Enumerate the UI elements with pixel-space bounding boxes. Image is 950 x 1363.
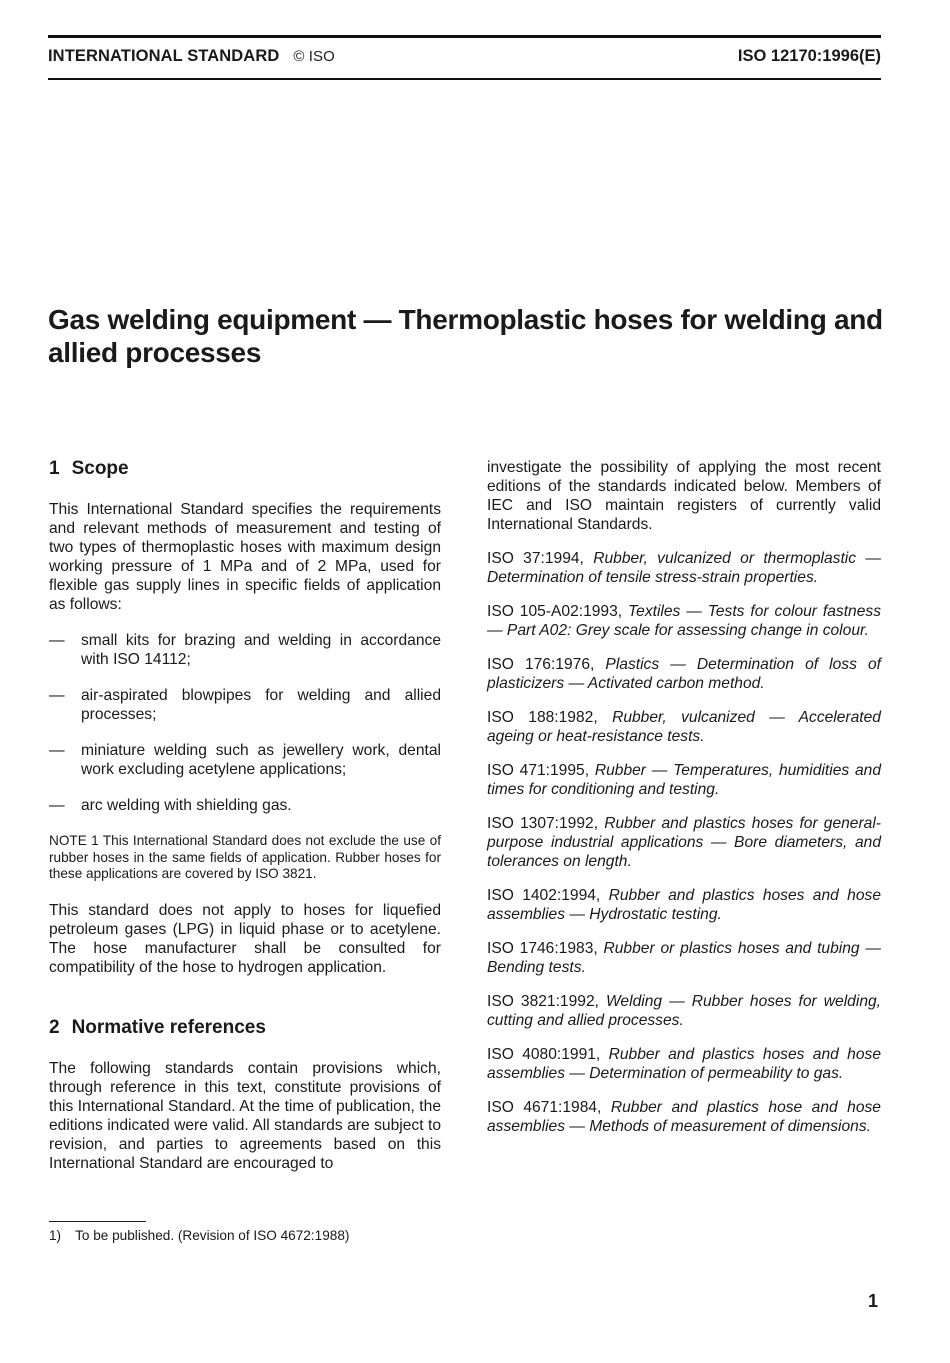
reference-code: ISO 4671:1984, bbox=[487, 1099, 602, 1116]
references-intro: The following standards contain provisions which, through reference in this text, constitute provisions of this International Standard. At the time of publication, the editions indicated were valid. All standards are subject to revision, and parties to agreements based on this International Standard are encouraged to bbox=[49, 1059, 441, 1172]
reference-code: ISO 1746:1983, bbox=[487, 940, 598, 957]
scope-list-item bbox=[49, 796, 441, 815]
reference-entry bbox=[487, 708, 881, 746]
footnote-text: To be published. (Revision of ISO 4672:1988) bbox=[75, 1228, 350, 1243]
left-column bbox=[49, 458, 441, 1173]
reference-title: Textiles — Tests for colour fastness — Part A02: Grey scale for assessing change in colour. bbox=[487, 603, 881, 639]
reference-entry bbox=[487, 602, 881, 640]
list-dash: — bbox=[49, 687, 65, 704]
references-intro-continuation: investigate the possibility of applying the most recent editions of the standards indicated below. Members of IEC and ISO maintain registers of currently valid International Standards. bbox=[487, 459, 881, 533]
header-document-number: ISO 12170:1996(E) bbox=[737, 47, 881, 65]
scope-list-item-text: small kits for brazing and welding in accordance with ISO 14112; bbox=[81, 632, 441, 668]
reference-title: Rubber, vulcanized — Accelerated ageing or heat-resistance tests. bbox=[487, 709, 881, 745]
section-2-number: 2 bbox=[49, 1016, 60, 1038]
footnote-rule bbox=[49, 1221, 146, 1222]
header-top-rule bbox=[48, 35, 881, 38]
scope-closing: This standard does not apply to hoses for liquefied petroleum gases (LPG) in liquid phase or to acetylene. The hose manufacturer shall be consulted for compatibility of the hose to hydrogen application. bbox=[49, 901, 441, 976]
scope-list-item bbox=[49, 686, 441, 724]
list-dash: — bbox=[49, 797, 65, 814]
section-1-heading bbox=[49, 458, 441, 480]
section-2-title: Normative references bbox=[71, 1016, 266, 1038]
reference-code: ISO 188:1982, bbox=[487, 709, 598, 726]
reference-code: ISO 37:1994, bbox=[487, 550, 584, 567]
scope-list-item bbox=[49, 631, 441, 669]
header-standard-type: INTERNATIONAL STANDARD bbox=[48, 47, 280, 65]
section-2-heading bbox=[49, 1017, 441, 1039]
scope-list-item-text: air-aspirated blowpipes for welding and allied processes; bbox=[81, 687, 441, 723]
reference-title: Rubber and plastics hoses and hose assemblies — Hydrostatic testing. bbox=[487, 887, 881, 923]
reference-entry bbox=[487, 761, 881, 799]
list-dash: — bbox=[49, 742, 65, 759]
header-bottom-rule bbox=[48, 78, 881, 80]
scope-list-item-text: miniature welding such as jewellery work, dental work excluding acetylene applications; bbox=[81, 742, 441, 778]
header-copyright: © ISO bbox=[293, 48, 335, 65]
reference-title: Welding — Rubber hoses for welding, cutting and allied processes. bbox=[487, 993, 881, 1029]
section-1-number: 1 bbox=[49, 458, 60, 479]
reference-entry bbox=[487, 1098, 881, 1136]
reference-code: ISO 471:1995, bbox=[487, 762, 590, 779]
reference-entry bbox=[487, 1045, 881, 1083]
reference-title: Rubber and plastics hoses for general-purpose industrial applications — Bore diameters, and tolerances on length. bbox=[487, 815, 882, 870]
reference-code: ISO 4080:1991, bbox=[487, 1046, 601, 1063]
reference-entry bbox=[487, 886, 881, 924]
reference-title: Rubber, vulcanized or thermoplastic — Determination of tensile stress-strain properties. bbox=[487, 550, 881, 586]
reference-entry bbox=[487, 939, 881, 977]
header-left bbox=[48, 47, 335, 66]
reference-code: ISO 176:1976, bbox=[487, 656, 595, 673]
reference-code: ISO 3821:1992, bbox=[487, 993, 599, 1010]
reference-entry bbox=[487, 814, 881, 871]
reference-title: Rubber — Temperatures, humidities and times for conditioning and testing. bbox=[487, 762, 881, 798]
scope-intro: This International Standard specifies the requirements and relevant methods of measurement and testing of two types of thermoplastic hoses with maximum design working pressure of 1 MPa and of 2 MPa, used for flexible gas supply lines in specific fields of application as follows: bbox=[49, 501, 441, 613]
scope-note: NOTE 1 This International Standard does not exclude the use of rubber hoses in the same fields of application. Rubber hoses for these applications are covered by ISO 3821. bbox=[49, 833, 441, 881]
reference-entry bbox=[487, 655, 881, 693]
footnote-marker: 1) bbox=[49, 1228, 62, 1243]
reference-title: Rubber and plastics hose and hose assemblies — Methods of measurement of dimensions. bbox=[487, 1099, 881, 1135]
reference-code: ISO 1307:1992, bbox=[487, 815, 599, 832]
reference-code: ISO 105-A02:1993, bbox=[487, 603, 623, 620]
page-number: 1 bbox=[867, 1291, 878, 1311]
footnote bbox=[49, 1228, 349, 1243]
section-1-title: Scope bbox=[71, 458, 129, 479]
scope-list-item bbox=[49, 741, 441, 779]
reference-title: Rubber and plastics hoses and hose assemblies — Determination of permeability to gas. bbox=[487, 1046, 881, 1082]
right-column bbox=[487, 458, 881, 1136]
reference-title: Rubber or plastics hoses and tubing — Bending tests. bbox=[487, 940, 881, 976]
document-title: Gas welding equipment — Thermoplastic hoses for welding and allied processes bbox=[48, 303, 883, 368]
reference-title: Plastics — Determination of loss of plasticizers — Activated carbon method. bbox=[487, 656, 881, 692]
list-dash: — bbox=[49, 632, 65, 649]
reference-code: ISO 1402:1994, bbox=[487, 887, 601, 904]
scope-list-item-text: arc welding with shielding gas. bbox=[81, 797, 292, 814]
reference-entry bbox=[487, 992, 881, 1030]
reference-entry bbox=[487, 549, 881, 587]
